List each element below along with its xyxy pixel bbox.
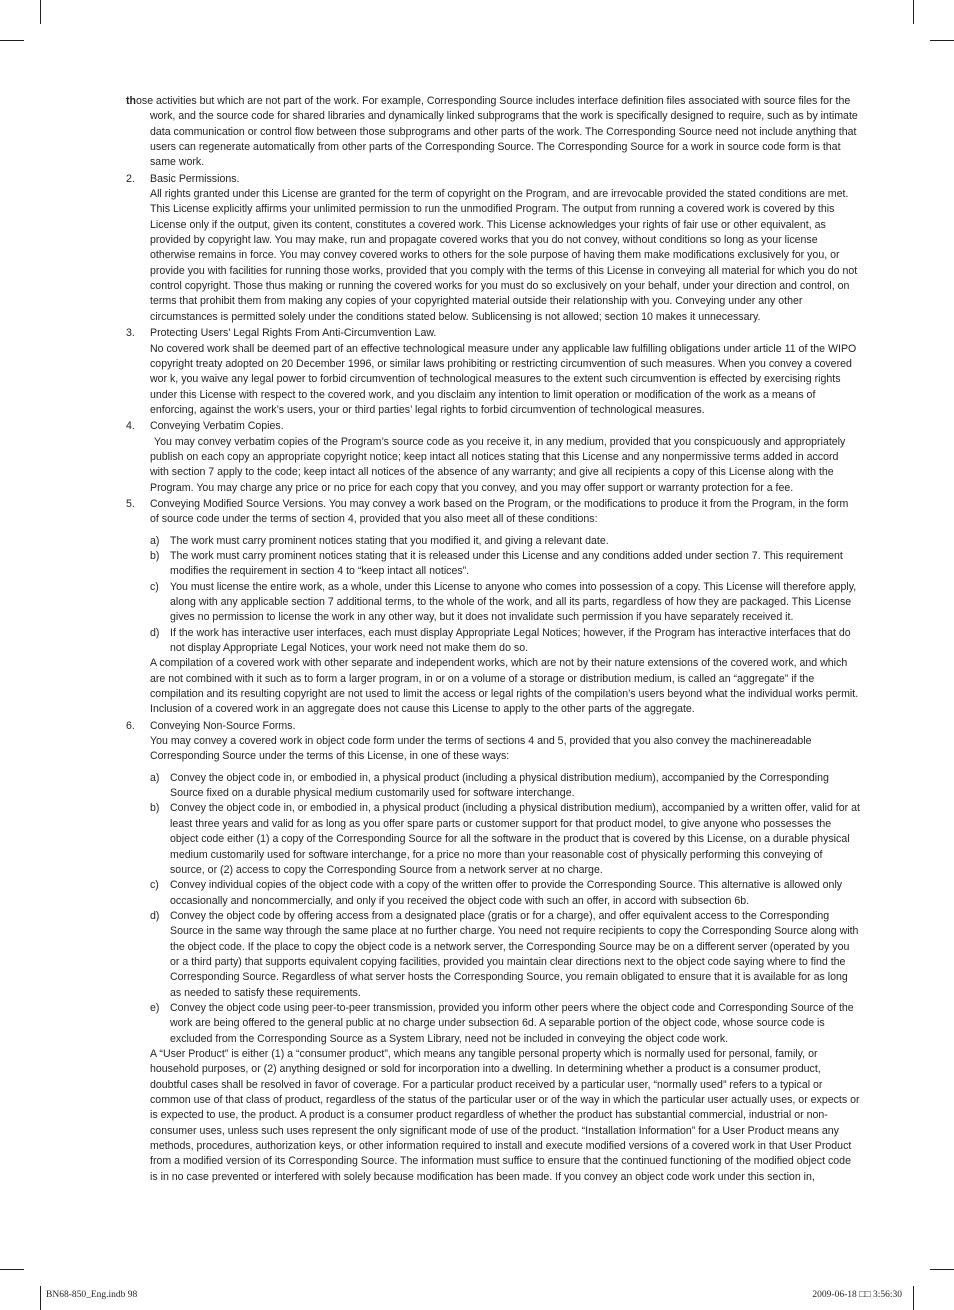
item-letter: a) <box>150 771 160 784</box>
section-body: No covered work shall be deemed part of an effective technological measure under any applicable law fulfilling obligations under article 11 of the WIPO copyright treaty adopted on 20 December 1996, or similar laws prohibiting or restricting circumvention of such measures. When you convey a covered wor k, you waive any legal power to forbid circumvention of technological measures to the extent such circumvention is effected by exercising rights under this License with respect to the covered work, and you disclaim any intention to limit operation or modification of the work as a means of enforcing, against the work’s users, your or third parties’ legal rights to forbid circumvention of technological measures. <box>150 342 857 416</box>
list-item <box>150 771 860 802</box>
section-title: Basic Permissions. <box>150 172 240 185</box>
list-item <box>150 626 860 657</box>
section-number: 4. <box>126 420 135 433</box>
crop-mark <box>0 40 24 41</box>
item-letter: a) <box>150 534 160 547</box>
section-4 <box>126 419 860 496</box>
item-letter: d) <box>150 909 160 922</box>
crop-mark <box>913 0 914 24</box>
conveyance-list <box>150 771 860 1047</box>
intro-text: ose activities but which are not part of the work. For example, Corresponding Source includes interface definition files associated with source files for the work, and the source code for shared libraries and dynamically linked subprograms that the work is specifically designed to require, such as by intimate data communication or control flow between those subprograms and other parts of the work. The Corresponding Source need not include anything that users can regenerate automatically from other parts of the Corresponding Source. The Corresponding Source for a work in source code form is that same work. <box>136 95 858 169</box>
crop-mark <box>930 1269 954 1270</box>
item-letter: c) <box>150 580 159 593</box>
section-title: Protecting Users’ Legal Rights From Anti-Circumvention Law. <box>150 327 437 340</box>
intro-lead: th <box>126 95 136 107</box>
item-text: If the work has interactive user interfaces, each must display Appropriate Legal Notices; however, if the Program has interactive interfaces that do not display Appropriate Legal Notices, your work need not make them do so. <box>170 626 851 655</box>
item-letter: e) <box>150 1001 160 1014</box>
crop-mark <box>0 1269 24 1270</box>
section-after-text: A compilation of a covered work with other separate and independent works, which are not by their nature extensions of the covered work, and which are not combined with it such as to form a larger program, in or on a volume of a storage or distribution medium, is called an “aggregate” if the compilation and its resulting copyright are not used to limit the access or legal rights of the compilation’s users beyond what the individual works permit. Inclusion of a covered work in an aggregate does not cause this License to apply to the other parts of the aggregate. <box>150 657 859 716</box>
section-body: You may convey verbatim copies of the Program’s source code as you receive it, in any medium, provided that you conspicuously and appropriately publish on each copy an appropriate copyright notice; keep intact all notices stating that this License and any nonpermissive terms added in accord with section 7 apply to the code; keep intact all notices of the absence of any warranty; and give all recipients a copy of this License along with the Program. You may charge any price or no price for each copy that you convey, and you may offer support or warranty protection for a fee. <box>150 435 846 494</box>
section-body: You may convey a covered work in object code form under the terms of sections 4 and 5, provided that you also convey the machinereadable Corresponding Source under the terms of this License, in one of these ways: <box>150 735 812 763</box>
section-number: 2. <box>126 172 135 185</box>
intro-paragraph <box>126 94 860 171</box>
section-title: Conveying Verbatim Copies. <box>150 420 284 433</box>
item-letter: b) <box>150 549 160 562</box>
item-text: You must license the entire work, as a whole, under this License to anyone who comes into possession of a copy. This License will therefore apply, along with any applicable section 7 additional terms, to the whole of the work, and all its parts, regardless of how they are packaged. This License gives no permission to license the work in any other way, but it does not invalidate such permission if you have separately received it. <box>170 580 857 624</box>
section-number: 5. <box>126 497 135 510</box>
list-item <box>150 878 860 909</box>
section-3 <box>126 326 860 418</box>
list-item <box>150 580 860 626</box>
item-letter: b) <box>150 802 160 815</box>
section-number: 6. <box>126 719 135 732</box>
list-item <box>150 534 860 549</box>
item-text: The work must carry prominent notices stating that it is released under this License and any conditions added under section 7. This requirement modifies the requirement in section 4 to “keep intact all notices”. <box>170 549 843 578</box>
section-after-text: A “User Product” is either (1) a “consumer product”, which means any tangible personal property which is normally used for personal, family, or household purposes, or (2) anything designed or sold for incorporation into a dwelling. In determining whether a product is a consumer product, doubtful cases shall be resolved in favor of coverage. For a particular product received by a particular user, “normally used” refers to a typical or common use of that class of product, regardless of the status of the particular user or of the way in which the particular user actually uses, or expects or is expected to use, the product. A product is a consumer product regardless of whether the product has substantial commercial, industrial or non-consumer uses, unless such uses represent the only significant mode of use of the product. “Installation Information” for a User Product means any methods, procedures, authorization keys, or other information required to install and execute modified versions of a covered work in that User Product from a modified version of its Corresponding Source. The information must suffice to ensure that the continued functioning of the modified object code is in no case prevented or interfered with solely because modification has been made. If you convey an object code work under this section in, <box>150 1047 860 1183</box>
item-text: Convey the object code by offering access from a designated place (gratis or for a charge), and offer equivalent access to the Corresponding Source in the same way through the same place at no further charge. You need not require recipients to copy the Corresponding Source along with the object code. If the place to copy the object code is a network server, the Corresponding Source may be on a different server (operated by you or a third party) that supports equivalent copying facilities, provided you maintain clear directions next to the object code saying where to find the Corresponding Source. Regardless of what server hosts the Corresponding Source, you remain obligated to ensure that it is available for as long as needed to satisfy these requirements. <box>170 909 859 999</box>
item-text: Convey the object code in, or embodied in, a physical product (including a physical distribution medium), accompanied by the Corresponding Source fixed on a durable physical medium customarily used for software interchange. <box>170 771 829 800</box>
crop-mark <box>913 1286 914 1310</box>
list-item <box>150 909 860 1001</box>
condition-list <box>150 534 860 657</box>
list-item <box>150 1001 860 1047</box>
item-letter: c) <box>150 879 159 892</box>
section-6 <box>126 719 860 1185</box>
section-body: All rights granted under this License are granted for the term of copyright on the Program, and are irrevocable provided the stated conditions are met. This License explicitly affirms your unlimited permission to run the unmodified Program. The output from running a covered work is covered by this License only if the output, given its content, constitutes a covered work. This License acknowledges your rights of fair use or other equivalent, as provided by copyright law. You may make, run and propagate covered works that you do not convey, without conditions so long as your license otherwise remains in force. You may convey covered works to others for the sole purpose of having them make modifications exclusively for you, or provide you with facilities for running those works, provided that you comply with the terms of this License in conveying all material for which you do not control copyright. Those thus making or running the covered works for you must do so exclusively on your behalf, under your direction and control, on terms that prohibit them from making any copies of your copyrighted material outside their relationship with you. Conveying under any other circumstances is permitted solely under the conditions stated below. Sublicensing is not allowed; section 10 makes it unnecessary. <box>150 188 858 323</box>
section-title: Conveying Modified Source Versions. You may convey a work based on the Program, or the modifications to produce it from the Program, in the form of source code under the terms of section 4, provided that you also meet all of these conditions: <box>150 497 849 526</box>
item-text: Convey the object code in, or embodied in, a physical product (including a physical distribution medium), accompanied by a written offer, valid for at least three years and valid for as long as you offer spare parts or customer support for that product model, to give anyone who possesses the object code either (1) a copy of the Corresponding Source for all the software in the product that is covered by this License, on a durable physical medium customarily used for software interchange, for a price no more than your reasonable cost of physically performing this conveying of source, or (2) access to copy the Corresponding Source from a network server at no charge. <box>170 802 860 876</box>
list-item <box>150 801 860 878</box>
crop-mark <box>40 1286 41 1310</box>
item-text: Convey individual copies of the object code with a copy of the written offer to provide the Corresponding Source. This alternative is allowed only occasionally and noncommercially, and only if you received the object code with such an offer, in accord with subsection 6b. <box>170 879 843 907</box>
section-2 <box>126 172 860 325</box>
footer-file-info: BN68-850_Eng.indb 98 <box>46 1290 138 1300</box>
item-text: Convey the object code using peer-to-peer transmission, provided you inform other peers where the object code and Corresponding Source of the work are being offered to the general public at no charge under subsection 6d. A separable portion of the object code, whose source code is excluded from the Corresponding Source as a System Library, need not be included in conveying the object code work. <box>170 1001 854 1045</box>
item-text: The work must carry prominent notices stating that you modified it, and giving a relevant date. <box>170 534 609 547</box>
footer-timestamp: 2009-06-18 □□ 3:56:30 <box>812 1290 902 1300</box>
item-letter: d) <box>150 626 160 639</box>
section-number: 3. <box>126 327 135 340</box>
crop-mark <box>40 0 41 24</box>
section-title: Conveying Non-Source Forms. <box>150 719 296 732</box>
crop-mark <box>930 40 954 41</box>
list-item <box>150 549 860 580</box>
license-text <box>126 94 860 1186</box>
section-5 <box>126 497 860 718</box>
